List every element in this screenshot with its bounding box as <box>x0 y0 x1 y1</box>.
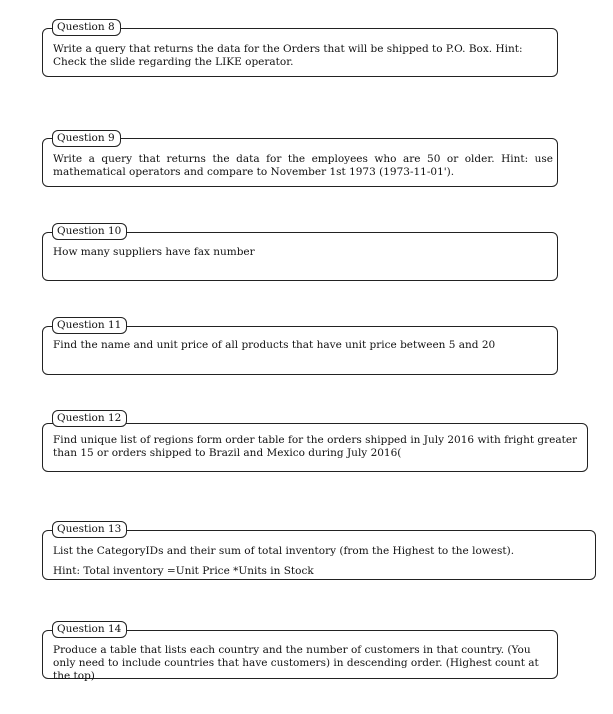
question-13-text: List the CategoryIDs and their sum of total inventory (from the Highest to the lowest). <box>53 545 515 557</box>
question-8-label: Question 8 <box>52 19 121 36</box>
question-12-text: Find unique list of regions form order table for the orders shipped in July 2016 with fright greater than 15 or orders shipped to Brazil and Mexico during July 2016( <box>53 434 578 459</box>
question-13-hint: Hint: Total inventory =Unit Price *Units in Stock <box>53 565 314 577</box>
question-10-text: How many suppliers have fax number <box>53 246 255 258</box>
question-8-text: Write a query that returns the data for the Orders that will be shipped to P.O. Box. Hint: Check the slide regarding the LIKE operator. <box>53 43 523 68</box>
question-14-label: Question 14 <box>52 621 127 638</box>
question-14-text: Produce a table that lists each country and the number of customers in that country. (You only need to include countries that have customers) in descending order. (Highest count at the top) <box>53 644 539 682</box>
question-10-label: Question 10 <box>52 223 127 240</box>
question-9-text: Write a query that returns the data for the employees who are 50 or older. Hint: use mathematical operators and compare to November 1st 1973 (1973-11-01'). <box>53 153 553 178</box>
question-11-label: Question 11 <box>52 317 127 334</box>
question-11-text: Find the name and unit price of all products that have unit price between 5 and 20 <box>53 339 496 351</box>
question-13-label: Question 13 <box>52 521 127 538</box>
question-12-label: Question 12 <box>52 410 127 427</box>
question-9-label: Question 9 <box>52 130 121 147</box>
